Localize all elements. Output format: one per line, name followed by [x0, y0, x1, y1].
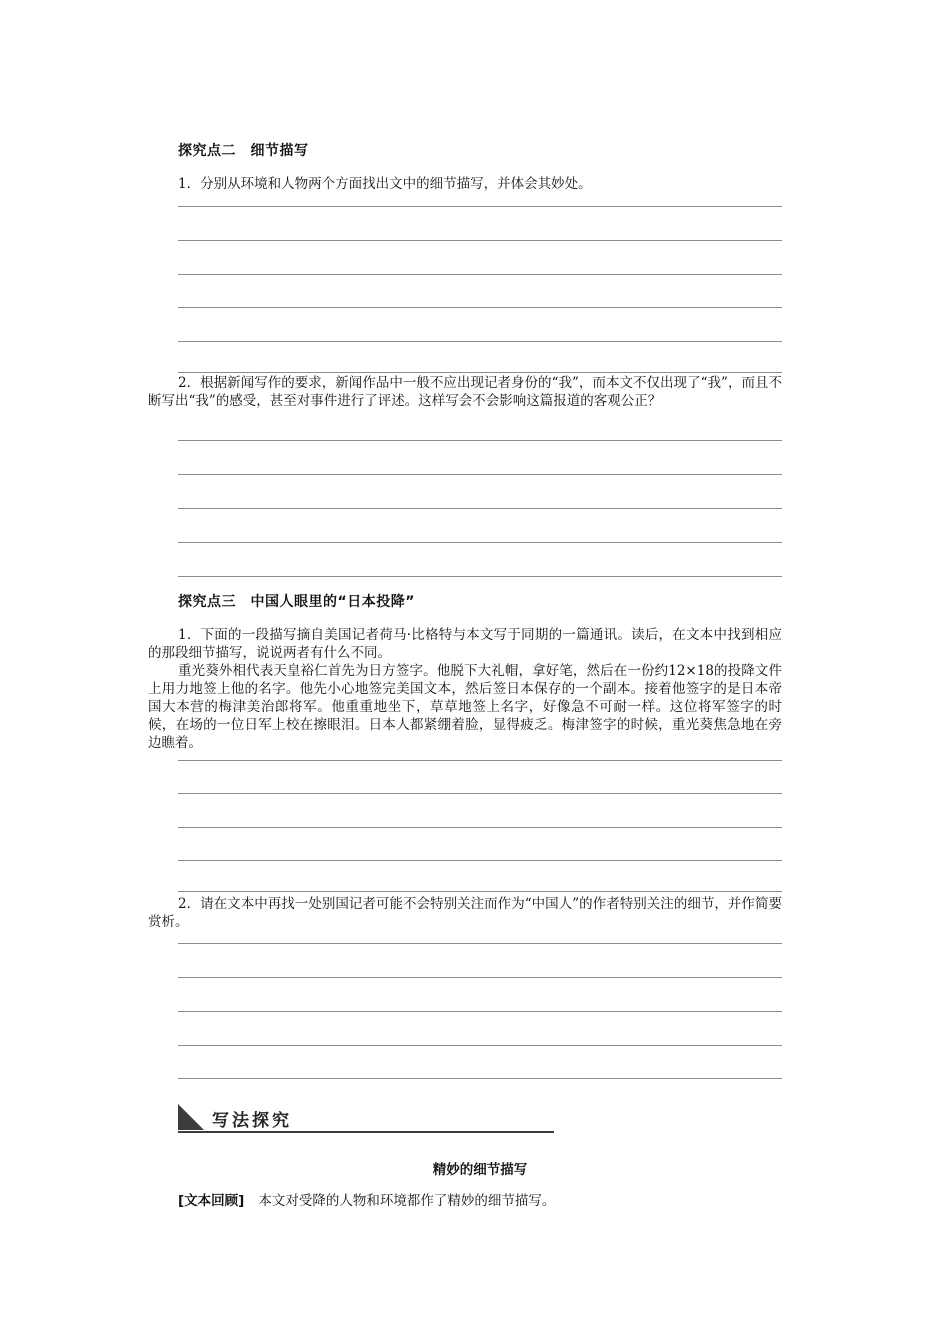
answer-line	[178, 760, 782, 761]
answer-line	[178, 827, 782, 828]
corner-triangle-icon	[178, 1104, 204, 1130]
answer-line	[178, 943, 782, 944]
section3-question2: 2．请在文本中再找一处别国记者可能不会特别关注而作为“中国人”的作者特别关注的细节，并作简要赏析。	[148, 896, 782, 930]
text-review	[178, 1192, 782, 1210]
answer-line	[178, 977, 782, 978]
answer-line	[178, 576, 782, 577]
answer-line	[178, 793, 782, 794]
answer-line	[178, 307, 782, 308]
answer-line	[178, 1045, 782, 1046]
writing-title: 精妙的细节描写	[432, 1162, 528, 1178]
answer-line	[178, 891, 782, 892]
answer-line	[178, 1011, 782, 1012]
answer-line	[178, 1078, 782, 1079]
section2-heading: 探究点二 细节描写	[178, 143, 309, 159]
banner-label: 写法探究	[212, 1111, 292, 1131]
answer-line	[178, 240, 782, 241]
answer-line	[178, 542, 782, 543]
answer-line	[178, 440, 782, 441]
answer-line	[178, 508, 782, 509]
section3-excerpt: 重光葵外相代表天皇裕仁首先为日方签字。他脱下大礼帽，拿好笔，然后在一份约12×18的投降文件上用力地签上他的名字。他先小心地签完美国文本，然后签日本保存的一个副本。接着他签字的是日本帝国大本营的梅津美治郎将军。他重重地坐下，草草地签上名字，好像急不可耐一样。这位将军签字的时候，在场的一位日军上校在擦眼泪。日本人都紧绷着脸，显得疲乏。梅津签字的时候，重光葵焦急地在旁边瞧着。	[148, 663, 782, 751]
answer-line	[178, 474, 782, 475]
answer-line	[178, 206, 782, 207]
answer-line	[178, 341, 782, 342]
section2-question2: 2．根据新闻写作的要求，新闻作品中一般不应出现记者身份的“我”，而本文不仅出现了“我”，而且不断写出“我”的感受，甚至对事件进行了评述。这样写会不会影响这篇报道的客观公正？	[148, 375, 782, 409]
writing-section-banner	[178, 1104, 554, 1134]
banner-rule	[178, 1131, 554, 1133]
section3-question1: 1．下面的一段描写摘自美国记者荷马·比格特与本文写于同期的一篇通讯。读后，在文本中找到相应的那段细节描写，说说两者有什么不同。	[148, 627, 782, 661]
answer-line	[178, 274, 782, 275]
answer-line	[178, 372, 782, 373]
review-label: [文本回顾]	[178, 1193, 245, 1209]
section2-question1: 1．分别从环境和人物两个方面找出文中的细节描写，并体会其妙处。	[178, 176, 592, 192]
answer-line	[178, 860, 782, 861]
review-text: 本文对受降的人物和环境都作了精妙的细节描写。	[258, 1193, 556, 1209]
section3-heading: 探究点三 中国人眼里的“日本投降”	[178, 594, 415, 610]
